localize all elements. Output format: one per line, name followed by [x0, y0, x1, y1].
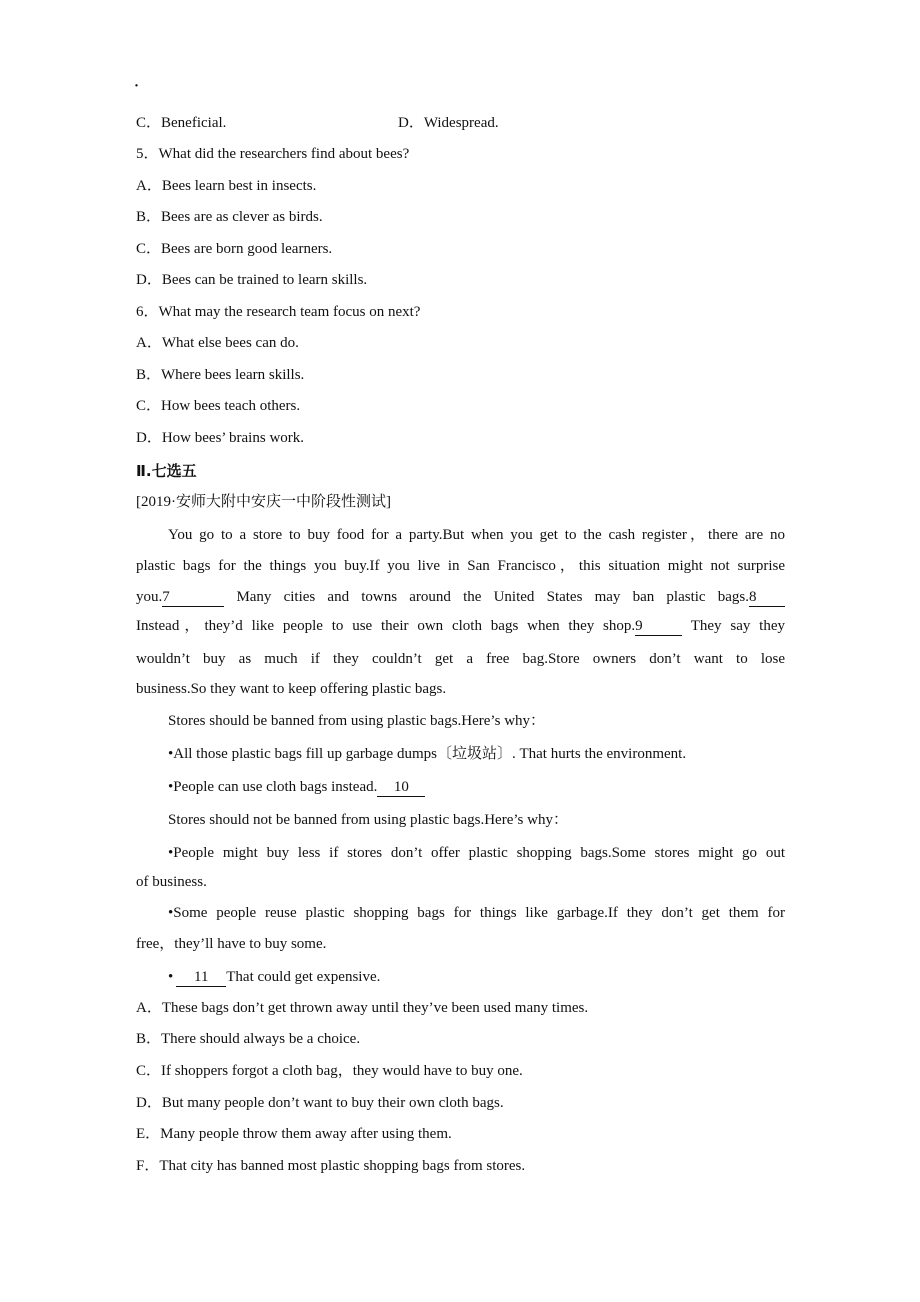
passage-paragraph-1 [136, 525, 785, 699]
con-bullet-3 [168, 967, 380, 987]
q4-option-c: C．Beneficial. [136, 115, 227, 131]
blank-8[interactable]: 8 [749, 589, 785, 607]
q6-option-d: D．How bees’ brains work. [136, 430, 305, 446]
bullet-mark: • [168, 969, 174, 985]
q5-option-c: C．Bees are born good learners. [136, 241, 333, 257]
q6-option-b: B．Where bees learn skills. [136, 367, 305, 383]
passage-line [136, 587, 785, 616]
bullet-line: free，they’ll have to buy some. [136, 936, 327, 952]
con-bullet-1 [136, 843, 785, 892]
passage-text: Instead，they’d like people to use their own cloth bags when they shop. [136, 618, 636, 634]
passage-text: Many cities and towns around the United States may ban plastic bags. [236, 589, 750, 605]
option-b: B．There should always be a choice. [136, 1031, 361, 1047]
bullet-text: That could get expensive. [226, 969, 381, 985]
section-title: Ⅱ.七选五 [136, 462, 197, 480]
bullet-text: •People can use cloth bags instead. [168, 779, 378, 795]
con-bullet-2 [136, 903, 785, 954]
passage-line: plastic bags for the things you buy.If you live in San Francisco，this situation might not surprise [136, 558, 785, 574]
q5-stem: 5．What did the researchers find about bees? [136, 146, 410, 162]
option-a: A．These bags don’t get thrown away until they’ve been used many times. [136, 1000, 589, 1016]
bullet-line: •People might buy less if stores don’t offer plastic shopping bags.Some stores might go out [168, 845, 785, 861]
blank-11[interactable]: 11 [176, 969, 226, 987]
bullet-line: •Some people reuse plastic shopping bags for things like garbage.If they don’t get them for [168, 905, 785, 921]
q5-option-b: B．Bees are as clever as birds. [136, 209, 323, 225]
pro-bullet-2 [168, 777, 425, 797]
option-d: D．But many people don’t want to buy their own cloth bags. [136, 1095, 504, 1111]
top-mark: · [134, 78, 140, 94]
q6-option-c: C．How bees teach others. [136, 398, 301, 414]
option-f: F．That city has banned most plastic shopping bags from stores. [136, 1158, 526, 1174]
passage-line: wouldn’t buy as much if they couldn’t get a free bag.Store owners don’t want to lose [136, 651, 785, 667]
q6-option-a: A．What else bees can do. [136, 335, 299, 351]
passage-text: you. [136, 589, 163, 605]
pro-bullet-1: •All those plastic bags fill up garbage dumps〔垃圾站〕. That hurts the environment. [168, 746, 687, 762]
option-c: C．If shoppers forgot a cloth bag，they would have to buy one. [136, 1063, 523, 1079]
q5-option-d: D．Bees can be trained to learn skills. [136, 272, 368, 288]
pro-heading: Stores should be banned from using plastic bags.Here’s why： [168, 713, 546, 729]
option-e: E．Many people throw them away after using them. [136, 1126, 452, 1142]
blank-9[interactable]: 9 [635, 618, 682, 636]
blank-10[interactable]: 10 [377, 779, 425, 797]
bullet-line: of business. [136, 874, 207, 890]
q4-options-row [136, 113, 226, 133]
passage-line: You go to a store to buy food for a party.But when you get to the cash register，there are no [168, 527, 785, 543]
con-heading: Stores should not be banned from using plastic bags.Here’s why： [168, 812, 568, 828]
blank-7[interactable]: 7 [162, 589, 224, 607]
q5-option-a: A．Bees learn best in insects. [136, 178, 317, 194]
passage-text: They say they [690, 618, 785, 634]
q6-stem: 6．What may the research team focus on next? [136, 304, 421, 320]
section-source: [2019·安师大附中安庆一中阶段性测试] [136, 494, 391, 510]
passage-line [136, 616, 785, 649]
q4-option-d: D．Widespread. [398, 115, 499, 131]
passage-line: business.So they want to keep offering plastic bags. [136, 681, 447, 697]
